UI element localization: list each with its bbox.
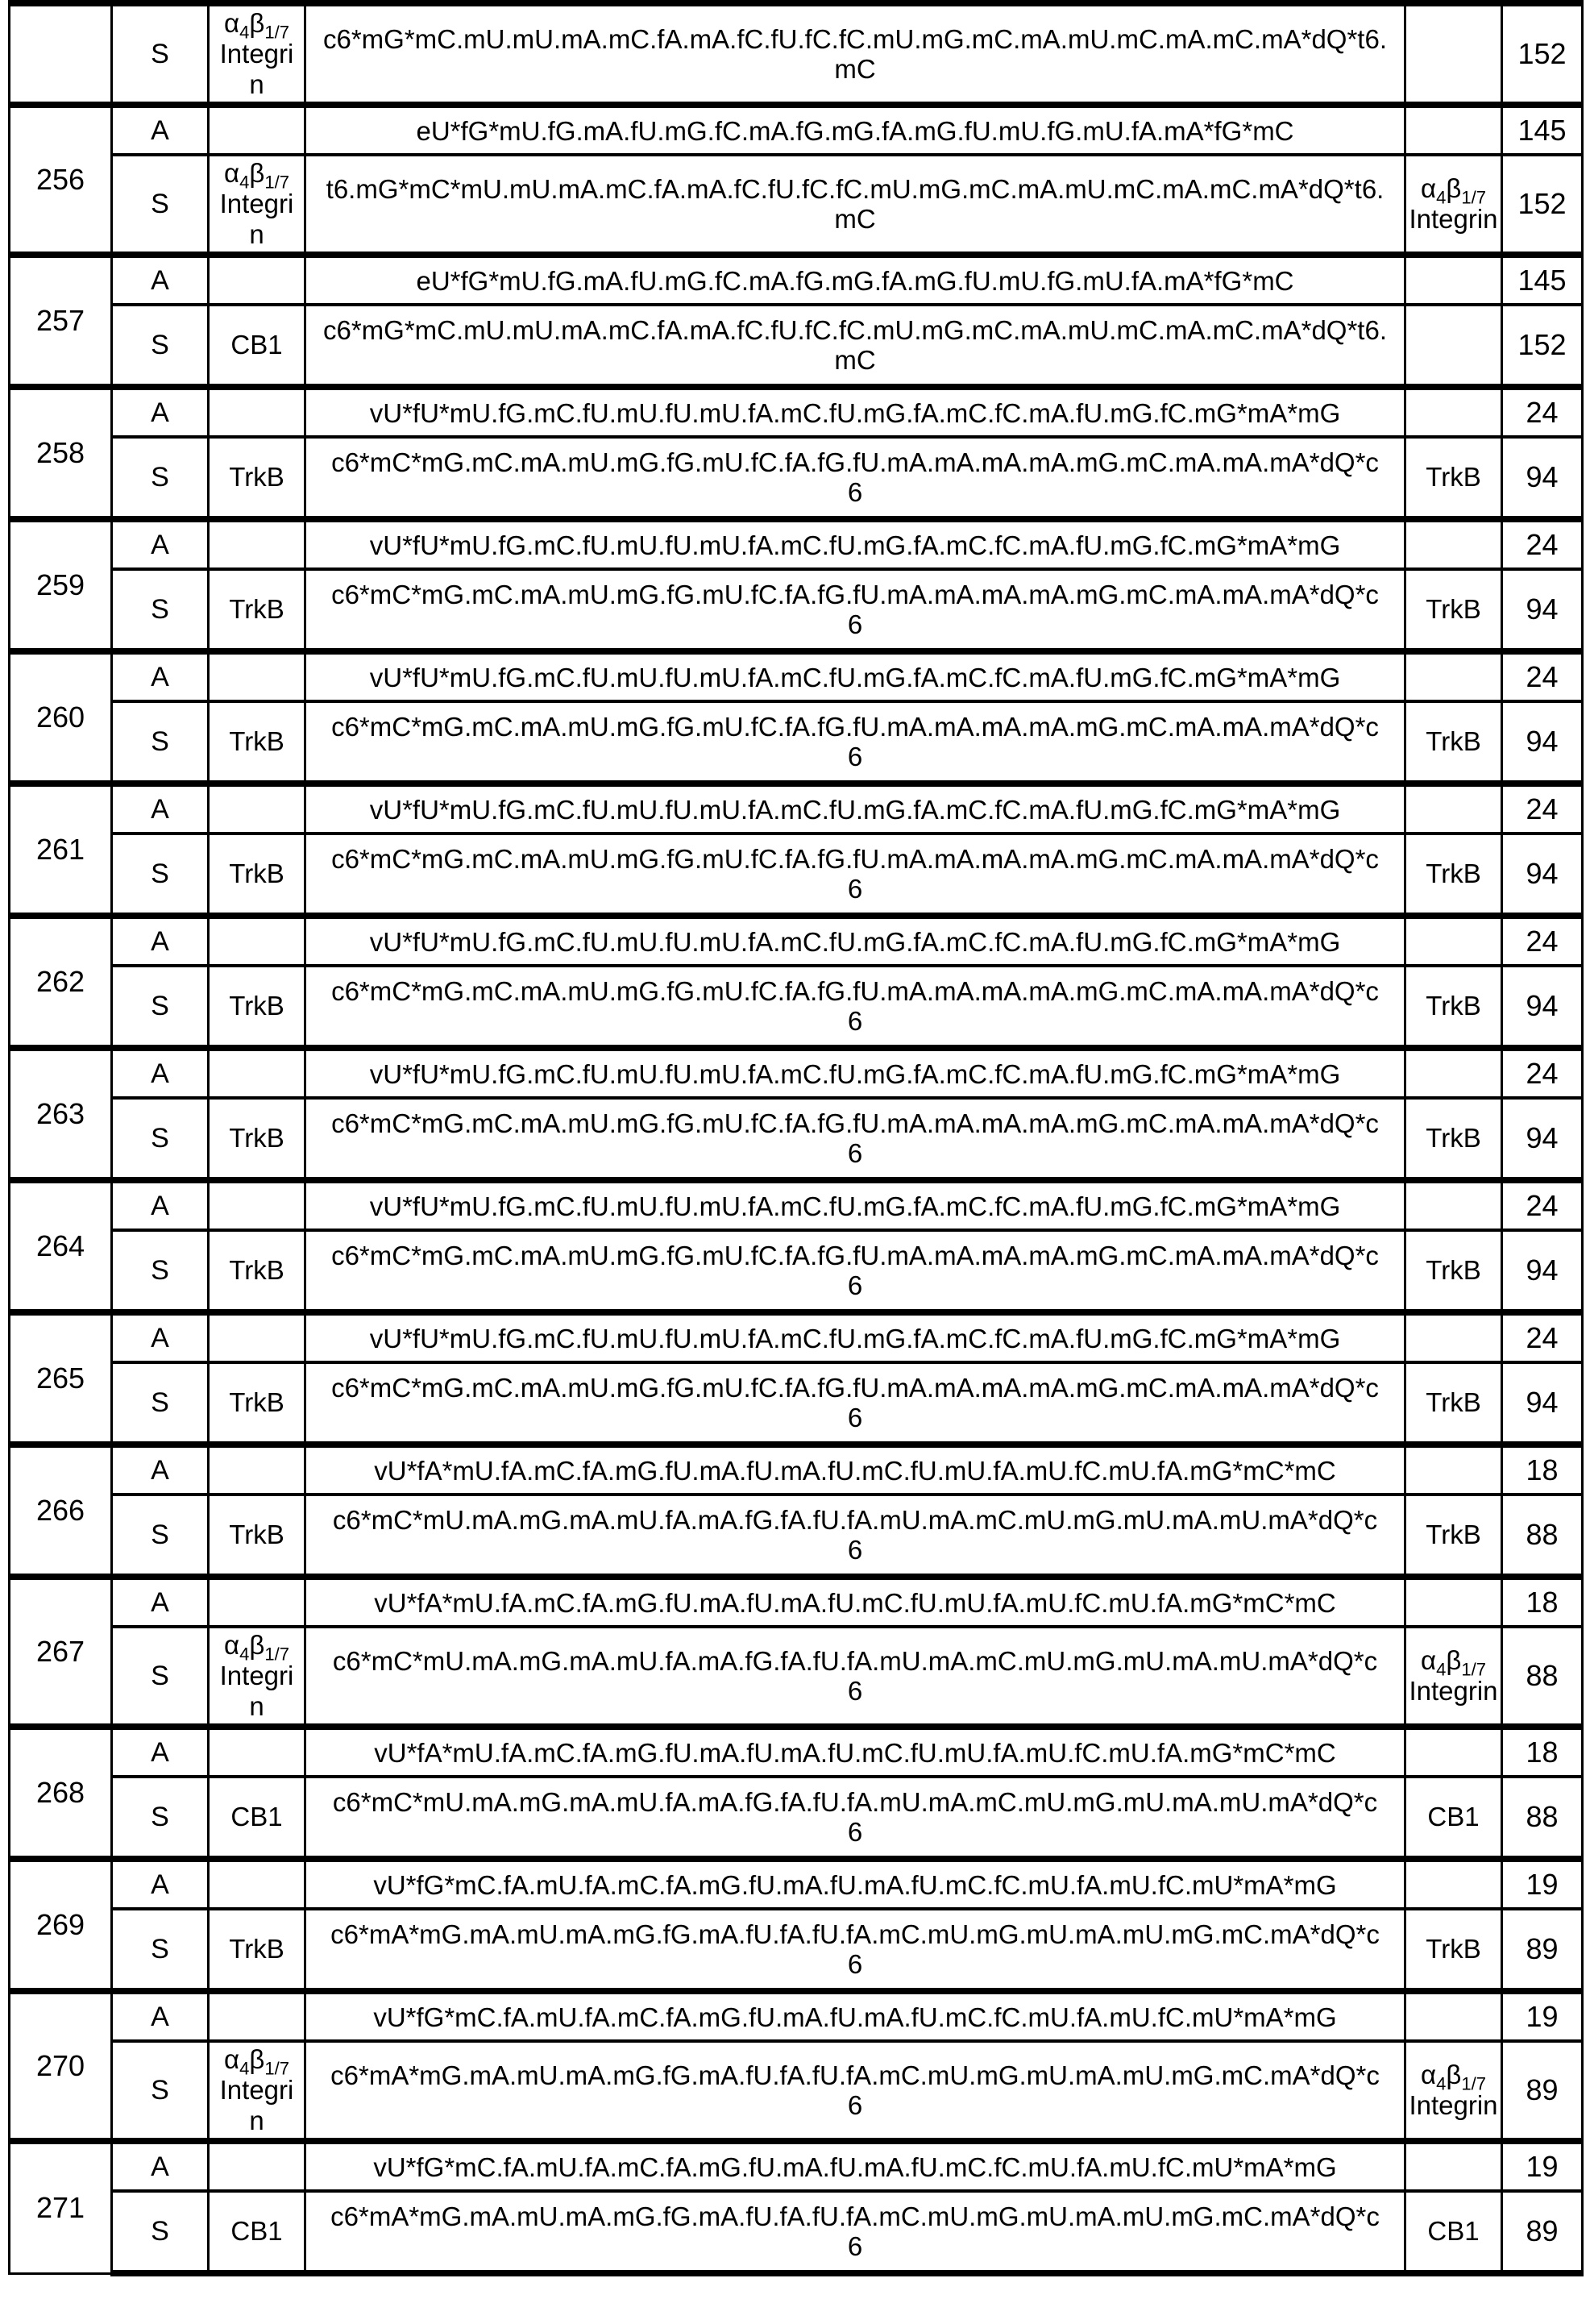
sequence-cell: c6*mC*mG.mC.mA.mU.mG.fG.mU.fC.fA.fG.fU.mA.mA.mA.mA.mG.mC.mA.mA.mA*dQ*c 6 (305, 1362, 1405, 1445)
seq-id-cell: 145 (1502, 105, 1583, 155)
target-repeat-cell (1405, 105, 1502, 155)
subscript-text: 1/7 (1461, 2073, 1486, 2094)
subscript-text: 1/7 (264, 2058, 289, 2079)
target-cell: TrkB (209, 966, 305, 1048)
subscript-text: 1/7 (1461, 1659, 1486, 1680)
sequence-cell: c6*mC*mG.mC.mA.mU.mG.fG.mU.fC.fA.fG.fU.mA.mA.mA.mA.mG.mC.mA.mA.mA*dQ*c 6 (305, 834, 1405, 916)
duplex-number-cell: 259 (10, 519, 112, 651)
strand-cell: A (112, 784, 209, 834)
seq-id-cell: 89 (1502, 2191, 1583, 2273)
seq-id-cell: 89 (1502, 1909, 1583, 1991)
seq-id-cell: 19 (1502, 2141, 1583, 2191)
sequence-cell: c6*mC*mG.mC.mA.mU.mG.fG.mU.fC.fA.fG.fU.mA.mA.mA.mA.mG.mC.mA.mA.mA*dQ*c 6 (305, 701, 1405, 784)
duplex-row-259-S (10, 569, 1583, 651)
target-repeat-cell: TrkB (1405, 569, 1502, 651)
subscript-text: 4 (239, 22, 250, 43)
sequence-cell: vU*fU*mU.fG.mC.fU.mU.fU.mU.fA.mC.fU.mG.fA.mC.fC.mA.fU.mG.fC.mG*mA*mG (305, 651, 1405, 701)
target-repeat-cell (1405, 1991, 1502, 2041)
duplex-number-cell: 266 (10, 1445, 112, 1577)
sequence-cell: vU*fA*mU.fA.mC.fA.mG.fU.mA.fU.mA.fU.mC.fU.mU.fA.mU.fC.mU.fA.mG*mC*mC (305, 1445, 1405, 1495)
strand-cell: S (112, 437, 209, 519)
target-repeat-cell (1405, 1577, 1502, 1627)
strand-cell: S (112, 1362, 209, 1445)
seq-id-cell: 94 (1502, 569, 1583, 651)
strand-cell: S (112, 1627, 209, 1727)
target-cell (209, 784, 305, 834)
strand-cell: S (112, 569, 209, 651)
target-repeat-cell: TrkB (1405, 437, 1502, 519)
target-cell (209, 1859, 305, 1909)
strand-cell: A (112, 1727, 209, 1777)
duplex-row-268-A (10, 1727, 1583, 1777)
duplex-number-cell: 269 (10, 1859, 112, 1991)
seq-id-cell: 152 (1502, 155, 1583, 255)
target-repeat-cell: TrkB (1405, 1230, 1502, 1312)
duplex-row-partial-S (10, 3, 1583, 105)
subscript-text: 4 (1436, 1659, 1447, 1680)
sequence-cell: c6*mC*mU.mA.mG.mA.mU.fA.mA.fG.fA.fU.fA.mU.mA.mC.mU.mG.mU.mA.mU.mA*dQ*c 6 (305, 1627, 1405, 1727)
seq-id-cell: 18 (1502, 1577, 1583, 1627)
target-cell (209, 1991, 305, 2041)
duplex-number-cell: 258 (10, 387, 112, 519)
sequence-cell: c6*mC*mU.mA.mG.mA.mU.fA.mA.fG.fA.fU.fA.mU.mA.mC.mU.mG.mU.mA.mU.mA*dQ*c 6 (305, 1495, 1405, 1577)
duplex-row-256-S (10, 155, 1583, 255)
seq-id-cell: 18 (1502, 1445, 1583, 1495)
seq-id-cell: 94 (1502, 1098, 1583, 1180)
target-cell (209, 2141, 305, 2191)
duplex-number-cell: 267 (10, 1577, 112, 1727)
target-cell: TrkB (209, 1230, 305, 1312)
duplex-row-264-S (10, 1230, 1583, 1312)
sequence-cell: vU*fG*mC.fA.mU.fA.mC.fA.mG.fU.mA.fU.mA.fU.mC.fC.mU.fA.mU.fC.mU*mA*mG (305, 2141, 1405, 2191)
target-repeat-cell: TrkB (1405, 834, 1502, 916)
sequence-cell: vU*fU*mU.fG.mC.fU.mU.fU.mU.fA.mC.fU.mG.fA.mC.fC.mA.fU.mG.fC.mG*mA*mG (305, 387, 1405, 437)
sequence-cell: c6*mC*mG.mC.mA.mU.mG.fG.mU.fC.fA.fG.fU.mA.mA.mA.mA.mG.mC.mA.mA.mA*dQ*c 6 (305, 966, 1405, 1048)
sequence-cell: c6*mA*mG.mA.mU.mA.mG.fG.mA.fU.fA.fU.fA.mC.mU.mG.mU.mA.mU.mG.mC.mA*dQ*c 6 (305, 2041, 1405, 2141)
target-repeat-cell: TrkB (1405, 1495, 1502, 1577)
duplex-row-262-A (10, 916, 1583, 966)
subscript-text: 4 (239, 2058, 250, 2079)
duplex-row-270-A (10, 1991, 1583, 2041)
seq-id-cell: 24 (1502, 784, 1583, 834)
target-repeat-cell: $\alpha_4\beta_{1/7}$ Integrin (1405, 155, 1502, 255)
duplex-row-261-A (10, 784, 1583, 834)
strand-cell: A (112, 1312, 209, 1362)
duplex-row-258-A (10, 387, 1583, 437)
subscript-text: 4 (1436, 187, 1447, 208)
sequence-cell: c6*mC*mG.mC.mA.mU.mG.fG.mU.fC.fA.fG.fU.mA.mA.mA.mA.mG.mC.mA.mA.mA*dQ*c 6 (305, 437, 1405, 519)
seq-id-cell: 152 (1502, 305, 1583, 387)
duplex-row-270-S (10, 2041, 1583, 2141)
target-cell: TrkB (209, 1362, 305, 1445)
strand-cell: S (112, 2041, 209, 2141)
target-repeat-cell: TrkB (1405, 701, 1502, 784)
sequence-cell: vU*fU*mU.fG.mC.fU.mU.fU.mU.fA.mC.fU.mG.fA.mC.fC.mA.fU.mG.fC.mG*mA*mG (305, 784, 1405, 834)
strand-cell: A (112, 255, 209, 305)
strand-cell: A (112, 1445, 209, 1495)
seq-id-cell: 24 (1502, 916, 1583, 966)
duplex-row-266-S (10, 1495, 1583, 1577)
strand-cell: A (112, 1048, 209, 1098)
seq-id-cell: 88 (1502, 1627, 1583, 1727)
duplex-row-266-A (10, 1445, 1583, 1495)
duplex-number-cell: 262 (10, 916, 112, 1048)
duplex-row-256-A (10, 105, 1583, 155)
duplex-number-cell: 263 (10, 1048, 112, 1180)
target-repeat-cell (1405, 784, 1502, 834)
target-repeat-cell (1405, 519, 1502, 569)
sequence-cell: c6*mA*mG.mA.mU.mA.mG.fG.mA.fU.fA.fU.fA.mC.mU.mG.mU.mA.mU.mG.mC.mA*dQ*c 6 (305, 2191, 1405, 2273)
subscript-text: 4 (1436, 2073, 1447, 2094)
target-repeat-cell: CB1 (1405, 1777, 1502, 1859)
duplex-row-265-S (10, 1362, 1583, 1445)
duplex-number-cell: 270 (10, 1991, 112, 2141)
target-repeat-cell (1405, 916, 1502, 966)
target-cell (209, 105, 305, 155)
duplex-number-cell: 257 (10, 255, 112, 387)
seq-id-cell: 24 (1502, 1312, 1583, 1362)
seq-id-cell: 88 (1502, 1777, 1583, 1859)
target-repeat-cell: TrkB (1405, 966, 1502, 1048)
duplex-row-263-A (10, 1048, 1583, 1098)
duplex-row-268-S (10, 1777, 1583, 1859)
sequence-cell: c6*mC*mG.mC.mA.mU.mG.fG.mU.fC.fA.fG.fU.mA.mA.mA.mA.mG.mC.mA.mA.mA*dQ*c 6 (305, 1098, 1405, 1180)
target-cell: $\alpha_4\beta_{1/7}$ Integri n (209, 2041, 305, 2141)
target-cell (209, 1312, 305, 1362)
sequence-cell: vU*fG*mC.fA.mU.fA.mC.fA.mG.fU.mA.fU.mA.fU.mC.fC.mU.fA.mU.fC.mU*mA*mG (305, 1859, 1405, 1909)
target-cell: $\alpha_4\beta_{1/7}$ Integri n (209, 1627, 305, 1727)
target-repeat-cell (1405, 1312, 1502, 1362)
sequence-cell: vU*fG*mC.fA.mU.fA.mC.fA.mG.fU.mA.fU.mA.fU.mC.fC.mU.fA.mU.fC.mU*mA*mG (305, 1991, 1405, 2041)
target-repeat-cell (1405, 255, 1502, 305)
target-cell: TrkB (209, 437, 305, 519)
target-cell (209, 1727, 305, 1777)
duplex-row-269-A (10, 1859, 1583, 1909)
seq-id-cell: 88 (1502, 1495, 1583, 1577)
target-repeat-cell: TrkB (1405, 1362, 1502, 1445)
seq-id-cell: 89 (1502, 2041, 1583, 2141)
target-repeat-cell (1405, 1180, 1502, 1230)
target-cell: CB1 (209, 2191, 305, 2273)
sequence-cell: vU*fU*mU.fG.mC.fU.mU.fU.mU.fA.mC.fU.mG.fA.mC.fC.mA.fU.mG.fC.mG*mA*mG (305, 1048, 1405, 1098)
seq-id-cell: 145 (1502, 255, 1583, 305)
duplex-row-264-A (10, 1180, 1583, 1230)
sequence-cell: eU*fG*mU.fG.mA.fU.mG.fC.mA.fG.mG.fA.mG.fU.mU.fG.mU.fA.mA*fG*mC (305, 105, 1405, 155)
target-repeat-cell (1405, 305, 1502, 387)
subscript-text: 1/7 (264, 172, 289, 193)
seq-id-cell: 24 (1502, 651, 1583, 701)
target-repeat-cell (1405, 1859, 1502, 1909)
seq-id-cell: 24 (1502, 1048, 1583, 1098)
strand-cell: A (112, 1991, 209, 2041)
duplex-number-cell: 271 (10, 2141, 112, 2273)
strand-cell: S (112, 305, 209, 387)
strand-cell: S (112, 3, 209, 105)
sequence-cell: vU*fU*mU.fG.mC.fU.mU.fU.mU.fA.mC.fU.mG.fA.mC.fC.mA.fU.mG.fC.mG*mA*mG (305, 519, 1405, 569)
target-cell (209, 519, 305, 569)
target-cell: TrkB (209, 1495, 305, 1577)
strand-cell: A (112, 916, 209, 966)
duplex-row-260-S (10, 701, 1583, 784)
strand-cell: S (112, 2191, 209, 2273)
strand-cell: S (112, 1495, 209, 1577)
target-repeat-cell (1405, 1727, 1502, 1777)
subscript-text: 1/7 (264, 22, 289, 43)
duplex-number-cell: 256 (10, 105, 112, 255)
oligonucleotide-duplex-table (8, 0, 1584, 2276)
target-cell: $\alpha_4\beta_{1/7}$ Integri n (209, 3, 305, 105)
target-repeat-cell: $\alpha_4\beta_{1/7}$ Integrin (1405, 2041, 1502, 2141)
subscript-text: 4 (239, 1644, 250, 1665)
target-repeat-cell: TrkB (1405, 1909, 1502, 1991)
sequence-cell: eU*fG*mU.fG.mA.fU.mG.fC.mA.fG.mG.fA.mG.fU.mU.fG.mU.fA.mA*fG*mC (305, 255, 1405, 305)
target-repeat-cell: $\alpha_4\beta_{1/7}$ Integrin (1405, 1627, 1502, 1727)
duplex-number-cell: 265 (10, 1312, 112, 1445)
strand-cell: A (112, 651, 209, 701)
strand-cell: A (112, 1180, 209, 1230)
subscript-text: 1/7 (264, 1644, 289, 1665)
strand-cell: S (112, 834, 209, 916)
target-cell: $\alpha_4\beta_{1/7}$ Integri n (209, 155, 305, 255)
target-cell (209, 1180, 305, 1230)
duplex-row-257-S (10, 305, 1583, 387)
target-cell (209, 1048, 305, 1098)
target-cell (209, 916, 305, 966)
seq-id-cell: 94 (1502, 834, 1583, 916)
target-repeat-cell (1405, 3, 1502, 105)
target-repeat-cell (1405, 387, 1502, 437)
target-cell: TrkB (209, 1909, 305, 1991)
seq-id-cell: 94 (1502, 701, 1583, 784)
duplex-row-263-S (10, 1098, 1583, 1180)
sequence-cell: c6*mG*mC.mU.mU.mA.mC.fA.mA.fC.fU.fC.fC.mU.mG.mC.mA.mU.mC.mA.mC.mA*dQ*t6. mC (305, 305, 1405, 387)
strand-cell: A (112, 387, 209, 437)
sequence-cell: vU*fA*mU.fA.mC.fA.mG.fU.mA.fU.mA.fU.mC.fU.mU.fA.mU.fC.mU.fA.mG*mC*mC (305, 1727, 1405, 1777)
seq-id-cell: 19 (1502, 1991, 1583, 2041)
target-cell: TrkB (209, 834, 305, 916)
strand-cell: A (112, 1859, 209, 1909)
strand-cell: A (112, 519, 209, 569)
seq-id-cell: 94 (1502, 966, 1583, 1048)
sequence-cell: c6*mC*mU.mA.mG.mA.mU.fA.mA.fG.fA.fU.fA.mU.mA.mC.mU.mG.mU.mA.mU.mA*dQ*c 6 (305, 1777, 1405, 1859)
subscript-text: 1/7 (1461, 187, 1486, 208)
strand-cell: A (112, 2141, 209, 2191)
target-cell: TrkB (209, 1098, 305, 1180)
duplex-number-cell: 264 (10, 1180, 112, 1312)
target-repeat-cell (1405, 651, 1502, 701)
duplex-number-cell (10, 3, 112, 105)
target-cell: TrkB (209, 569, 305, 651)
target-repeat-cell: CB1 (1405, 2191, 1502, 2273)
target-cell (209, 651, 305, 701)
duplex-number-cell: 268 (10, 1727, 112, 1859)
seq-id-cell: 94 (1502, 437, 1583, 519)
strand-cell: S (112, 966, 209, 1048)
sequence-cell: t6.mG*mC*mU.mU.mA.mC.fA.mA.fC.fU.fC.fC.mU.mG.mC.mA.mU.mC.mA.mC.mA*dQ*t6. mC (305, 155, 1405, 255)
duplex-row-261-S (10, 834, 1583, 916)
strand-cell: S (112, 1777, 209, 1859)
target-cell (209, 255, 305, 305)
sequence-cell: c6*mA*mG.mA.mU.mA.mG.fG.mA.fU.fA.fU.fA.mC.mU.mG.mU.mA.mU.mG.mC.mA*dQ*c 6 (305, 1909, 1405, 1991)
target-cell (209, 1445, 305, 1495)
duplex-row-260-A (10, 651, 1583, 701)
duplex-table-body (10, 3, 1583, 2273)
seq-id-cell: 19 (1502, 1859, 1583, 1909)
duplex-number-cell: 261 (10, 784, 112, 916)
target-cell: CB1 (209, 1777, 305, 1859)
subscript-text: 4 (239, 172, 250, 193)
sequence-cell: vU*fA*mU.fA.mC.fA.mG.fU.mA.fU.mA.fU.mC.fU.mU.fA.mU.fC.mU.fA.mG*mC*mC (305, 1577, 1405, 1627)
duplex-row-257-A (10, 255, 1583, 305)
duplex-number-cell: 260 (10, 651, 112, 784)
target-cell: CB1 (209, 305, 305, 387)
seq-id-cell: 18 (1502, 1727, 1583, 1777)
target-repeat-cell (1405, 2141, 1502, 2191)
strand-cell: S (112, 1909, 209, 1991)
sequence-cell: c6*mC*mG.mC.mA.mU.mG.fG.mU.fC.fA.fG.fU.mA.mA.mA.mA.mG.mC.mA.mA.mA*dQ*c 6 (305, 1230, 1405, 1312)
strand-cell: A (112, 105, 209, 155)
seq-id-cell: 24 (1502, 519, 1583, 569)
seq-id-cell: 152 (1502, 3, 1583, 105)
strand-cell: S (112, 155, 209, 255)
strand-cell: S (112, 1230, 209, 1312)
duplex-row-271-A (10, 2141, 1583, 2191)
target-cell (209, 387, 305, 437)
target-repeat-cell: TrkB (1405, 1098, 1502, 1180)
seq-id-cell: 94 (1502, 1362, 1583, 1445)
duplex-row-262-S (10, 966, 1583, 1048)
strand-cell: S (112, 701, 209, 784)
duplex-row-269-S (10, 1909, 1583, 1991)
strand-cell: S (112, 1098, 209, 1180)
sequence-cell: vU*fU*mU.fG.mC.fU.mU.fU.mU.fA.mC.fU.mG.fA.mC.fC.mA.fU.mG.fC.mG*mA*mG (305, 916, 1405, 966)
target-cell (209, 1577, 305, 1627)
target-repeat-cell (1405, 1445, 1502, 1495)
duplex-row-259-A (10, 519, 1583, 569)
target-repeat-cell (1405, 1048, 1502, 1098)
seq-id-cell: 24 (1502, 1180, 1583, 1230)
sequence-cell: c6*mG*mC.mU.mU.mA.mC.fA.mA.fC.fU.fC.fC.mU.mG.mC.mA.mU.mC.mA.mC.mA*dQ*t6. mC (305, 3, 1405, 105)
seq-id-cell: 94 (1502, 1230, 1583, 1312)
duplex-row-271-S (10, 2191, 1583, 2273)
sequence-cell: vU*fU*mU.fG.mC.fU.mU.fU.mU.fA.mC.fU.mG.fA.mC.fC.mA.fU.mG.fC.mG*mA*mG (305, 1312, 1405, 1362)
duplex-row-258-S (10, 437, 1583, 519)
duplex-row-267-S (10, 1627, 1583, 1727)
seq-id-cell: 24 (1502, 387, 1583, 437)
duplex-row-267-A (10, 1577, 1583, 1627)
strand-cell: A (112, 1577, 209, 1627)
target-cell: TrkB (209, 701, 305, 784)
sequence-cell: vU*fU*mU.fG.mC.fU.mU.fU.mU.fA.mC.fU.mG.fA.mC.fC.mA.fU.mG.fC.mG*mA*mG (305, 1180, 1405, 1230)
duplex-row-265-A (10, 1312, 1583, 1362)
sequence-cell: c6*mC*mG.mC.mA.mU.mG.fG.mU.fC.fA.fG.fU.mA.mA.mA.mA.mG.mC.mA.mA.mA*dQ*c 6 (305, 569, 1405, 651)
